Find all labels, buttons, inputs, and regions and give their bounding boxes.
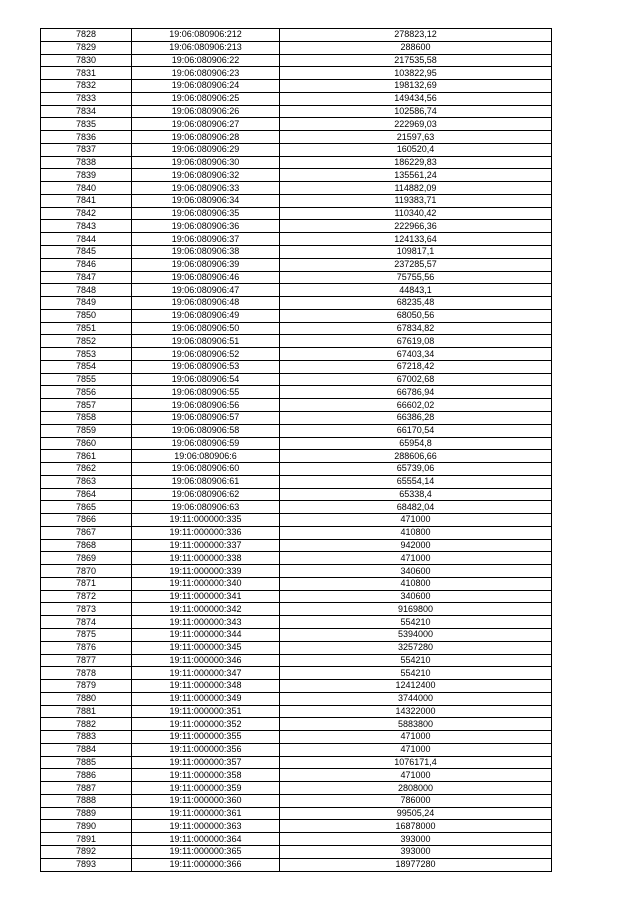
cadastral-number-cell: 19:06:080906:26 bbox=[132, 105, 280, 118]
row-number-cell: 7836 bbox=[41, 131, 132, 144]
table-row bbox=[41, 169, 552, 182]
value-cell: 554210 bbox=[280, 616, 552, 629]
cadastral-number-cell: 19:06:080906:55 bbox=[132, 386, 280, 399]
table-row bbox=[41, 92, 552, 105]
table-row bbox=[41, 680, 552, 693]
table-row bbox=[41, 565, 552, 578]
table-row bbox=[41, 220, 552, 233]
table-row bbox=[41, 67, 552, 80]
value-cell: 75755,56 bbox=[280, 271, 552, 284]
value-cell: 393000 bbox=[280, 833, 552, 846]
table-row bbox=[41, 718, 552, 731]
cadastral-number-cell: 19:11:000000:359 bbox=[132, 782, 280, 795]
row-number-cell: 7838 bbox=[41, 156, 132, 169]
cadastral-number-cell: 19:06:080906:58 bbox=[132, 424, 280, 437]
cadastral-number-cell: 19:06:080906:49 bbox=[132, 309, 280, 322]
table-row bbox=[41, 641, 552, 654]
value-cell: 3744000 bbox=[280, 692, 552, 705]
table-row bbox=[41, 386, 552, 399]
cadastral-number-cell: 19:11:000000:345 bbox=[132, 641, 280, 654]
table-row bbox=[41, 833, 552, 846]
value-cell: 198132,69 bbox=[280, 80, 552, 93]
row-number-cell: 7850 bbox=[41, 309, 132, 322]
row-number-cell: 7861 bbox=[41, 450, 132, 463]
cadastral-number-cell: 19:06:080906:50 bbox=[132, 322, 280, 335]
row-number-cell: 7852 bbox=[41, 335, 132, 348]
row-number-cell: 7864 bbox=[41, 488, 132, 501]
table-row bbox=[41, 846, 552, 859]
cadastral-number-cell: 19:11:000000:352 bbox=[132, 718, 280, 731]
cadastral-number-cell: 19:11:000000:357 bbox=[132, 756, 280, 769]
table-row bbox=[41, 424, 552, 437]
value-cell: 160520,4 bbox=[280, 143, 552, 156]
value-cell: 16878000 bbox=[280, 820, 552, 833]
table-row bbox=[41, 807, 552, 820]
cadastral-number-cell: 19:11:000000:336 bbox=[132, 526, 280, 539]
value-cell: 222966,36 bbox=[280, 220, 552, 233]
cadastral-number-cell: 19:06:080906:28 bbox=[132, 131, 280, 144]
cadastral-number-cell: 19:06:080906:22 bbox=[132, 54, 280, 67]
value-cell: 149434,56 bbox=[280, 92, 552, 105]
row-number-cell: 7834 bbox=[41, 105, 132, 118]
cadastral-number-cell: 19:11:000000:356 bbox=[132, 743, 280, 756]
cadastral-number-cell: 19:06:080906:24 bbox=[132, 80, 280, 93]
value-cell: 410800 bbox=[280, 577, 552, 590]
row-number-cell: 7831 bbox=[41, 67, 132, 80]
table-row bbox=[41, 309, 552, 322]
value-cell: 44843,1 bbox=[280, 284, 552, 297]
cadastral-number-cell: 19:11:000000:361 bbox=[132, 807, 280, 820]
row-number-cell: 7873 bbox=[41, 603, 132, 616]
row-number-cell: 7891 bbox=[41, 833, 132, 846]
value-cell: 471000 bbox=[280, 743, 552, 756]
cadastral-number-cell: 19:11:000000:335 bbox=[132, 514, 280, 527]
cadastral-number-cell: 19:06:080906:51 bbox=[132, 335, 280, 348]
table-row bbox=[41, 80, 552, 93]
value-cell: 471000 bbox=[280, 731, 552, 744]
row-number-cell: 7875 bbox=[41, 628, 132, 641]
value-cell: 393000 bbox=[280, 846, 552, 859]
row-number-cell: 7845 bbox=[41, 246, 132, 259]
row-number-cell: 7832 bbox=[41, 80, 132, 93]
cadastral-number-cell: 19:11:000000:347 bbox=[132, 667, 280, 680]
row-number-cell: 7868 bbox=[41, 539, 132, 552]
row-number-cell: 7847 bbox=[41, 271, 132, 284]
table-row bbox=[41, 539, 552, 552]
cadastral-number-cell: 19:06:080906:39 bbox=[132, 258, 280, 271]
table-row bbox=[41, 284, 552, 297]
value-cell: 1076171,4 bbox=[280, 756, 552, 769]
cadastral-number-cell: 19:06:080906:34 bbox=[132, 194, 280, 207]
row-number-cell: 7840 bbox=[41, 182, 132, 195]
row-number-cell: 7869 bbox=[41, 552, 132, 565]
table-row bbox=[41, 182, 552, 195]
cadastral-number-cell: 19:06:080906:47 bbox=[132, 284, 280, 297]
cadastral-number-cell: 19:06:080906:46 bbox=[132, 271, 280, 284]
table-row bbox=[41, 667, 552, 680]
value-cell: 237285,57 bbox=[280, 258, 552, 271]
row-number-cell: 7876 bbox=[41, 641, 132, 654]
table-row bbox=[41, 577, 552, 590]
table-row bbox=[41, 246, 552, 259]
value-cell: 65739,06 bbox=[280, 463, 552, 476]
cadastral-number-cell: 19:11:000000:344 bbox=[132, 628, 280, 641]
row-number-cell: 7857 bbox=[41, 399, 132, 412]
cadastral-number-cell: 19:06:080906:33 bbox=[132, 182, 280, 195]
value-cell: 124133,64 bbox=[280, 233, 552, 246]
cadastral-number-cell: 19:06:080906:48 bbox=[132, 297, 280, 310]
table-row bbox=[41, 756, 552, 769]
cadastral-number-cell: 19:06:080906:25 bbox=[132, 92, 280, 105]
row-number-cell: 7853 bbox=[41, 348, 132, 361]
table-row bbox=[41, 348, 552, 361]
row-number-cell: 7859 bbox=[41, 424, 132, 437]
row-number-cell: 7883 bbox=[41, 731, 132, 744]
table-row bbox=[41, 207, 552, 220]
value-cell: 288600 bbox=[280, 41, 552, 54]
table-row bbox=[41, 131, 552, 144]
table-row bbox=[41, 858, 552, 871]
row-number-cell: 7890 bbox=[41, 820, 132, 833]
row-number-cell: 7849 bbox=[41, 297, 132, 310]
cadastral-number-cell: 19:06:080906:36 bbox=[132, 220, 280, 233]
value-cell: 68050,56 bbox=[280, 309, 552, 322]
table-row bbox=[41, 820, 552, 833]
table-row bbox=[41, 118, 552, 131]
row-number-cell: 7892 bbox=[41, 846, 132, 859]
value-cell: 66786,94 bbox=[280, 386, 552, 399]
table-row bbox=[41, 514, 552, 527]
value-cell: 5883800 bbox=[280, 718, 552, 731]
value-cell: 942000 bbox=[280, 539, 552, 552]
value-cell: 66170,54 bbox=[280, 424, 552, 437]
value-cell: 102586,74 bbox=[280, 105, 552, 118]
cadastral-number-cell: 19:11:000000:349 bbox=[132, 692, 280, 705]
table-row bbox=[41, 603, 552, 616]
value-cell: 471000 bbox=[280, 552, 552, 565]
value-cell: 288606,66 bbox=[280, 450, 552, 463]
table-row bbox=[41, 335, 552, 348]
cadastral-number-cell: 19:06:080906:52 bbox=[132, 348, 280, 361]
row-number-cell: 7839 bbox=[41, 169, 132, 182]
cadastral-number-cell: 19:06:080906:53 bbox=[132, 360, 280, 373]
table-row bbox=[41, 194, 552, 207]
value-cell: 12412400 bbox=[280, 680, 552, 693]
cadastral-number-cell: 19:06:080906:32 bbox=[132, 169, 280, 182]
value-cell: 67619,08 bbox=[280, 335, 552, 348]
row-number-cell: 7848 bbox=[41, 284, 132, 297]
row-number-cell: 7872 bbox=[41, 590, 132, 603]
cadastral-number-cell: 19:06:080906:27 bbox=[132, 118, 280, 131]
cadastral-number-cell: 19:06:080906:213 bbox=[132, 41, 280, 54]
value-cell: 18977280 bbox=[280, 858, 552, 871]
table-row bbox=[41, 29, 552, 42]
value-cell: 217535,58 bbox=[280, 54, 552, 67]
row-number-cell: 7837 bbox=[41, 143, 132, 156]
value-cell: 9169800 bbox=[280, 603, 552, 616]
row-number-cell: 7844 bbox=[41, 233, 132, 246]
cadastral-number-cell: 19:11:000000:340 bbox=[132, 577, 280, 590]
table-row bbox=[41, 54, 552, 67]
row-number-cell: 7854 bbox=[41, 360, 132, 373]
cadastral-number-cell: 19:11:000000:351 bbox=[132, 705, 280, 718]
cadastral-number-cell: 19:11:000000:339 bbox=[132, 565, 280, 578]
row-number-cell: 7879 bbox=[41, 680, 132, 693]
value-cell: 67002,68 bbox=[280, 373, 552, 386]
row-number-cell: 7855 bbox=[41, 373, 132, 386]
row-number-cell: 7858 bbox=[41, 411, 132, 424]
value-cell: 135561,24 bbox=[280, 169, 552, 182]
value-cell: 103822,95 bbox=[280, 67, 552, 80]
row-number-cell: 7882 bbox=[41, 718, 132, 731]
value-cell: 471000 bbox=[280, 769, 552, 782]
cadastral-number-cell: 19:11:000000:337 bbox=[132, 539, 280, 552]
cadastral-number-cell: 19:06:080906:30 bbox=[132, 156, 280, 169]
cadastral-number-cell: 19:06:080906:23 bbox=[132, 67, 280, 80]
cadastral-number-cell: 19:11:000000:355 bbox=[132, 731, 280, 744]
cadastral-number-cell: 19:06:080906:63 bbox=[132, 501, 280, 514]
value-cell: 66602,02 bbox=[280, 399, 552, 412]
row-number-cell: 7856 bbox=[41, 386, 132, 399]
cadastral-number-cell: 19:06:080906:6 bbox=[132, 450, 280, 463]
table-row bbox=[41, 450, 552, 463]
row-number-cell: 7893 bbox=[41, 858, 132, 871]
value-cell: 554210 bbox=[280, 667, 552, 680]
cadastral-number-cell: 19:11:000000:358 bbox=[132, 769, 280, 782]
value-cell: 68482,04 bbox=[280, 501, 552, 514]
value-cell: 65338,4 bbox=[280, 488, 552, 501]
row-number-cell: 7851 bbox=[41, 322, 132, 335]
value-cell: 3257280 bbox=[280, 641, 552, 654]
value-cell: 67403,34 bbox=[280, 348, 552, 361]
table-row bbox=[41, 769, 552, 782]
cadastral-number-cell: 19:11:000000:341 bbox=[132, 590, 280, 603]
value-cell: 2808000 bbox=[280, 782, 552, 795]
value-cell: 222969,03 bbox=[280, 118, 552, 131]
row-number-cell: 7887 bbox=[41, 782, 132, 795]
table-row bbox=[41, 794, 552, 807]
row-number-cell: 7874 bbox=[41, 616, 132, 629]
table-row bbox=[41, 705, 552, 718]
value-cell: 278823,12 bbox=[280, 29, 552, 42]
table-row bbox=[41, 501, 552, 514]
row-number-cell: 7867 bbox=[41, 526, 132, 539]
cadastral-number-cell: 19:06:080906:38 bbox=[132, 246, 280, 259]
table-row bbox=[41, 105, 552, 118]
value-cell: 5394000 bbox=[280, 628, 552, 641]
table-row bbox=[41, 475, 552, 488]
row-number-cell: 7889 bbox=[41, 807, 132, 820]
table-row bbox=[41, 322, 552, 335]
value-cell: 99505,24 bbox=[280, 807, 552, 820]
row-number-cell: 7860 bbox=[41, 437, 132, 450]
table-row bbox=[41, 297, 552, 310]
row-number-cell: 7863 bbox=[41, 475, 132, 488]
value-cell: 68235,48 bbox=[280, 297, 552, 310]
cadastral-number-cell: 19:11:000000:363 bbox=[132, 820, 280, 833]
value-cell: 554210 bbox=[280, 654, 552, 667]
row-number-cell: 7878 bbox=[41, 667, 132, 680]
row-number-cell: 7843 bbox=[41, 220, 132, 233]
row-number-cell: 7865 bbox=[41, 501, 132, 514]
table-row bbox=[41, 399, 552, 412]
cadastral-number-cell: 19:06:080906:57 bbox=[132, 411, 280, 424]
row-number-cell: 7862 bbox=[41, 463, 132, 476]
cadastral-number-cell: 19:06:080906:56 bbox=[132, 399, 280, 412]
cadastral-number-cell: 19:06:080906:60 bbox=[132, 463, 280, 476]
cadastral-number-cell: 19:11:000000:366 bbox=[132, 858, 280, 871]
table-row bbox=[41, 654, 552, 667]
value-cell: 410800 bbox=[280, 526, 552, 539]
value-cell: 471000 bbox=[280, 514, 552, 527]
table-row bbox=[41, 258, 552, 271]
cadastral-number-cell: 19:11:000000:338 bbox=[132, 552, 280, 565]
cadastral-number-cell: 19:11:000000:346 bbox=[132, 654, 280, 667]
cadastral-number-cell: 19:06:080906:35 bbox=[132, 207, 280, 220]
cadastral-number-cell: 19:11:000000:343 bbox=[132, 616, 280, 629]
cadastral-number-cell: 19:11:000000:348 bbox=[132, 680, 280, 693]
row-number-cell: 7830 bbox=[41, 54, 132, 67]
table-row bbox=[41, 41, 552, 54]
value-cell: 14322000 bbox=[280, 705, 552, 718]
row-number-cell: 7842 bbox=[41, 207, 132, 220]
row-number-cell: 7885 bbox=[41, 756, 132, 769]
table-row bbox=[41, 156, 552, 169]
table-row bbox=[41, 271, 552, 284]
table-row bbox=[41, 628, 552, 641]
cadastral-number-cell: 19:06:080906:54 bbox=[132, 373, 280, 386]
value-cell: 110340,42 bbox=[280, 207, 552, 220]
cadastral-number-cell: 19:06:080906:62 bbox=[132, 488, 280, 501]
row-number-cell: 7881 bbox=[41, 705, 132, 718]
value-cell: 109817,1 bbox=[280, 246, 552, 259]
row-number-cell: 7870 bbox=[41, 565, 132, 578]
value-cell: 65554,14 bbox=[280, 475, 552, 488]
cadastral-number-cell: 19:06:080906:37 bbox=[132, 233, 280, 246]
table-row bbox=[41, 360, 552, 373]
table-body bbox=[41, 29, 552, 872]
row-number-cell: 7880 bbox=[41, 692, 132, 705]
cadastral-number-cell: 19:11:000000:364 bbox=[132, 833, 280, 846]
value-cell: 66386,28 bbox=[280, 411, 552, 424]
value-cell: 340600 bbox=[280, 565, 552, 578]
row-number-cell: 7886 bbox=[41, 769, 132, 782]
row-number-cell: 7877 bbox=[41, 654, 132, 667]
row-number-cell: 7829 bbox=[41, 41, 132, 54]
table-row bbox=[41, 692, 552, 705]
cadastral-number-cell: 19:11:000000:365 bbox=[132, 846, 280, 859]
cadastral-number-cell: 19:06:080906:61 bbox=[132, 475, 280, 488]
value-cell: 67218,42 bbox=[280, 360, 552, 373]
value-cell: 65954,8 bbox=[280, 437, 552, 450]
row-number-cell: 7846 bbox=[41, 258, 132, 271]
table-row bbox=[41, 552, 552, 565]
cadastral-number-cell: 19:11:000000:342 bbox=[132, 603, 280, 616]
row-number-cell: 7888 bbox=[41, 794, 132, 807]
table-row bbox=[41, 373, 552, 386]
table-row bbox=[41, 616, 552, 629]
table-row bbox=[41, 590, 552, 603]
table-row bbox=[41, 731, 552, 744]
table-row bbox=[41, 782, 552, 795]
table-row bbox=[41, 143, 552, 156]
value-cell: 186229,83 bbox=[280, 156, 552, 169]
cadastral-number-cell: 19:11:000000:360 bbox=[132, 794, 280, 807]
cadastral-number-cell: 19:06:080906:29 bbox=[132, 143, 280, 156]
row-number-cell: 7841 bbox=[41, 194, 132, 207]
cadastral-number-cell: 19:06:080906:212 bbox=[132, 29, 280, 42]
table-row bbox=[41, 463, 552, 476]
table-row bbox=[41, 526, 552, 539]
row-number-cell: 7871 bbox=[41, 577, 132, 590]
value-cell: 340600 bbox=[280, 590, 552, 603]
value-cell: 786000 bbox=[280, 794, 552, 807]
value-cell: 21597,63 bbox=[280, 131, 552, 144]
table-row bbox=[41, 411, 552, 424]
row-number-cell: 7866 bbox=[41, 514, 132, 527]
table-row bbox=[41, 437, 552, 450]
value-cell: 67834,82 bbox=[280, 322, 552, 335]
table-row bbox=[41, 488, 552, 501]
cadastral-number-cell: 19:06:080906:59 bbox=[132, 437, 280, 450]
table-row bbox=[41, 743, 552, 756]
row-number-cell: 7884 bbox=[41, 743, 132, 756]
row-number-cell: 7828 bbox=[41, 29, 132, 42]
data-table bbox=[40, 28, 552, 872]
value-cell: 119383,71 bbox=[280, 194, 552, 207]
row-number-cell: 7833 bbox=[41, 92, 132, 105]
value-cell: 114882,09 bbox=[280, 182, 552, 195]
table-row bbox=[41, 233, 552, 246]
row-number-cell: 7835 bbox=[41, 118, 132, 131]
